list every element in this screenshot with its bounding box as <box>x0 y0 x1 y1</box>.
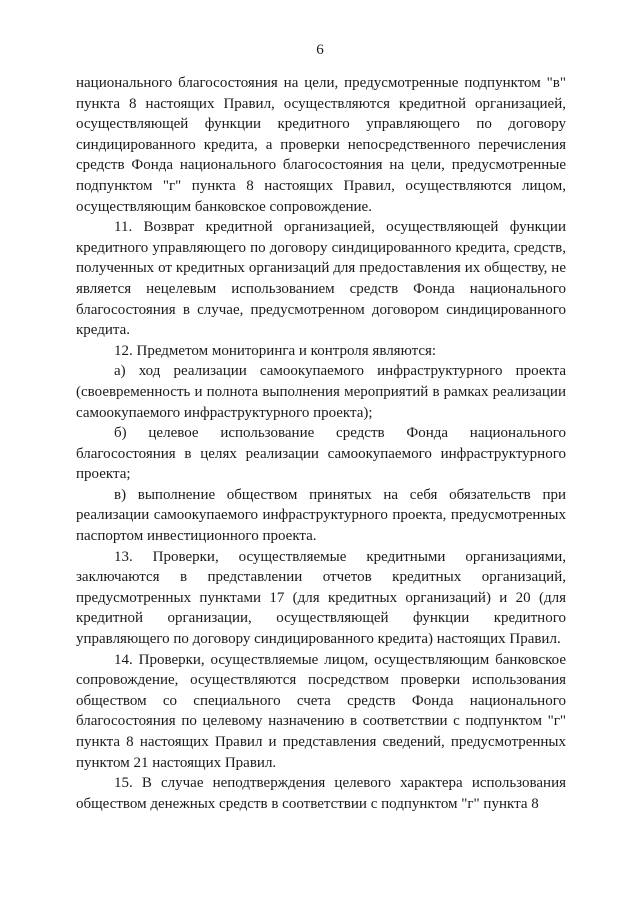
document-body <box>76 73 566 814</box>
paragraph-12-v: в) выполнение обществом принятых на себя обязательств при реализации самоокупаемого инфраструктурного проекта, предусмотренных паспортом инвестиционного проекта. <box>76 486 566 545</box>
paragraph-13: 13. Проверки, осуществляемые кредитными организациями, заключаются в представлении отчетов кредитных организаций, предусмотренных пунктами 17 (для кредитных организаций) и 20 (для кредитной организации, осуществляющей функции кредитного управляющего по договору синдицированного кредита) настоящих Правил. <box>76 548 566 648</box>
page-number: 6 <box>316 42 324 58</box>
paragraph-12: 12. Предметом мониторинга и контроля являются: <box>114 342 437 359</box>
paragraph-continuation: национального благосостояния на цели, предусмотренные подпунктом "в" пункта 8 настоящих Правил, осуществляются кредитной организацией, осуществляющей функции кредитного управляющего по договору синдицированного кредита, а проверки непосредственного перечисления средств Фонда национального благосостояния на цели, предусмотренные подпунктом "г" пункта 8 настоящих Правил, осуществляются лицом, осуществляющим банковское сопровождение. <box>76 75 566 215</box>
paragraph-12-b: б) целевое использование средств Фонда национального благосостояния в целях реализации самоокупаемого инфраструктурного проекта; <box>76 425 566 483</box>
paragraph-11: 11. Возврат кредитной организацией, осуществляющей функции кредитного управляющего по договору синдицированного кредита, средств, полученных от кредитных организаций для предоставления их обществу, не является нецелевым использованием средств Фонда национального благосостояния в случае, предусмотренном договором синдицированного кредита. <box>76 219 566 339</box>
paragraph-12-a: а) ход реализации самоокупаемого инфраструктурного проекта (своевременность и полнота выполнения мероприятий в рамках реализации самоокупаемого инфраструктурного проекта); <box>76 363 566 421</box>
paragraph-14: 14. Проверки, осуществляемые лицом, осуществляющим банковское сопровождение, осуществляются посредством проверки использования обществом со специального счета средств Фонда национального благосостояния по целевому назначению в соответствии с подпунктом "г" пункта 8 настоящих Правил и представления сведений, предусмотренных пунктом 21 настоящих Правил. <box>76 651 566 771</box>
paragraph-15: 15. В случае неподтверждения целевого характера использования обществом денежных средств в соответствии с подпунктом "г" пункта 8 <box>76 775 566 812</box>
